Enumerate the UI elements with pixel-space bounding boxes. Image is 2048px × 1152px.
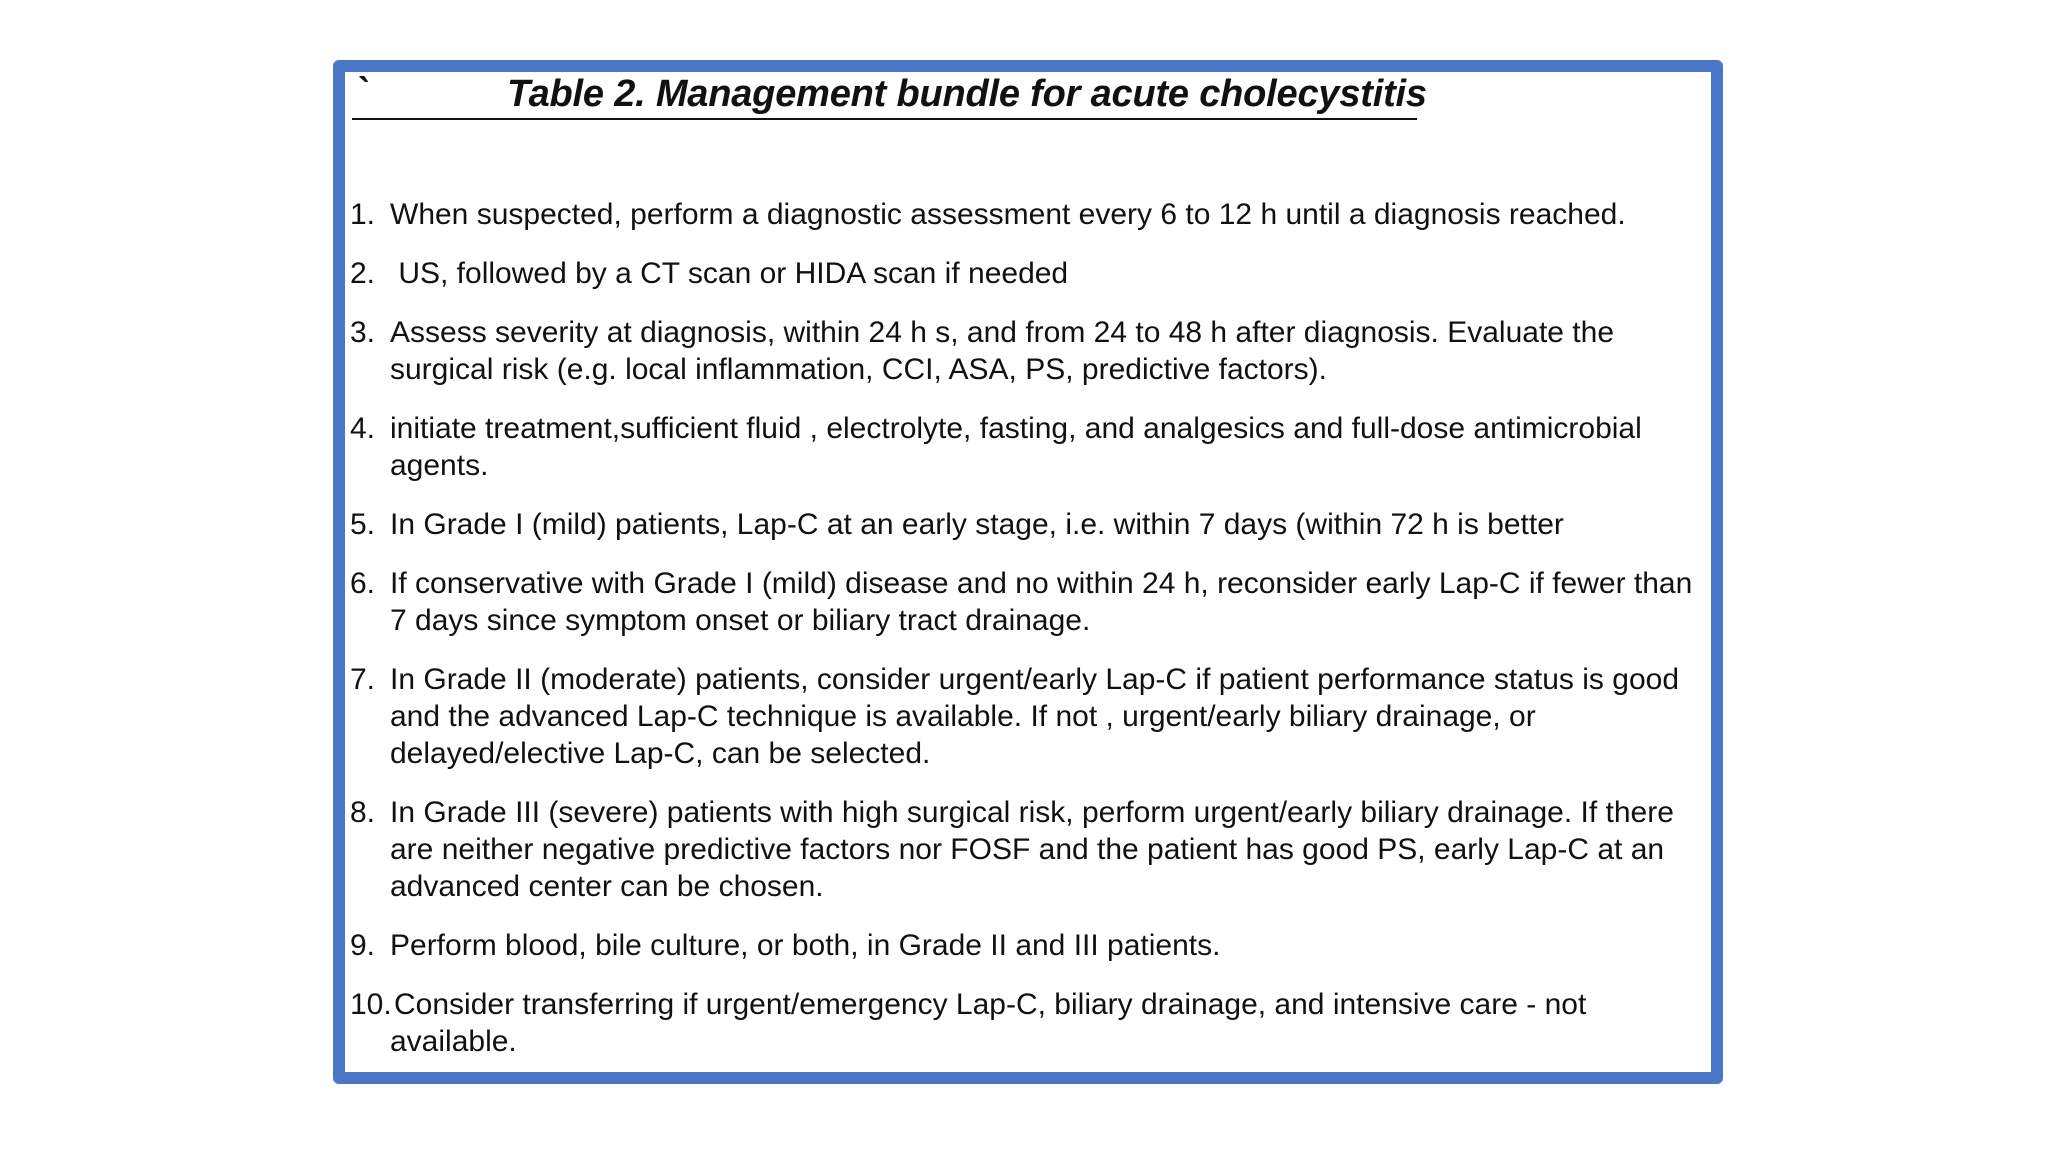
item-text: Consider transferring if urgent/emergency Lap-C, biliary drainage, and intensive care - not available. xyxy=(390,988,1587,1058)
item-text: Perform blood, bile culture, or both, in Grade II and III patients. xyxy=(390,929,1221,962)
list-item xyxy=(350,927,1715,964)
list-item xyxy=(350,255,1715,292)
list-item xyxy=(350,794,1715,905)
item-number: 7. xyxy=(350,663,376,696)
item-number: 10. xyxy=(350,988,392,1021)
list-item xyxy=(350,314,1715,388)
item-number: 9. xyxy=(350,929,376,962)
item-text: In Grade I (mild) patients, Lap-C at an early stage, i.e. within 7 days (within 72 h is better xyxy=(390,508,1564,541)
item-text: In Grade III (severe) patients with high surgical risk, perform urgent/early biliary drainage. If there are neither negative predictive factors nor FOSF and the patient has good PS, early Lap-C at an advanced center can be chosen. xyxy=(390,796,1674,903)
list-item xyxy=(350,986,1715,1060)
list-item xyxy=(350,410,1715,484)
item-number: 8. xyxy=(350,796,376,829)
item-number: 3. xyxy=(350,316,376,349)
item-text: When suspected, perform a diagnostic assessment every 6 to 12 h until a diagnosis reached. xyxy=(390,198,1626,231)
item-text: Assess severity at diagnosis, within 24 h s, and from 24 to 48 h after diagnosis. Evaluate the surgical risk (e.g. local inflammation, CCI, ASA, PS, predictive factors). xyxy=(390,316,1615,386)
list-item xyxy=(350,661,1715,772)
item-number: 2. xyxy=(350,257,376,290)
item-text: initiate treatment,sufficient fluid , electrolyte, fasting, and analgesics and full-dose antimicrobial agents. xyxy=(390,412,1642,482)
item-text: In Grade II (moderate) patients, consider urgent/early Lap-C if patient performance status is good and the advanced Lap-C technique is available. If not , urgent/early biliary drainage, or delayed/elective Lap-C, can be selected. xyxy=(390,663,1680,770)
table-title: Table 2. Management bundle for acute cholecystitis xyxy=(507,73,1427,115)
list-item xyxy=(350,506,1715,543)
management-bundle-list xyxy=(350,196,1715,1082)
list-item xyxy=(350,196,1715,233)
item-text: If conservative with Grade I (mild) disease and no within 24 h, reconsider early Lap-C if fewer than 7 days since symptom onset or biliary tract drainage. xyxy=(390,567,1693,637)
list-item xyxy=(350,565,1715,639)
title-underline xyxy=(352,70,1427,120)
item-number: 5. xyxy=(350,508,376,541)
title-tick-mark: ` xyxy=(354,71,367,113)
item-number: 1. xyxy=(350,198,376,231)
item-number: 6. xyxy=(350,567,376,600)
item-number: 4. xyxy=(350,412,376,445)
item-text: US, followed by a CT scan or HIDA scan if needed xyxy=(390,257,1069,290)
